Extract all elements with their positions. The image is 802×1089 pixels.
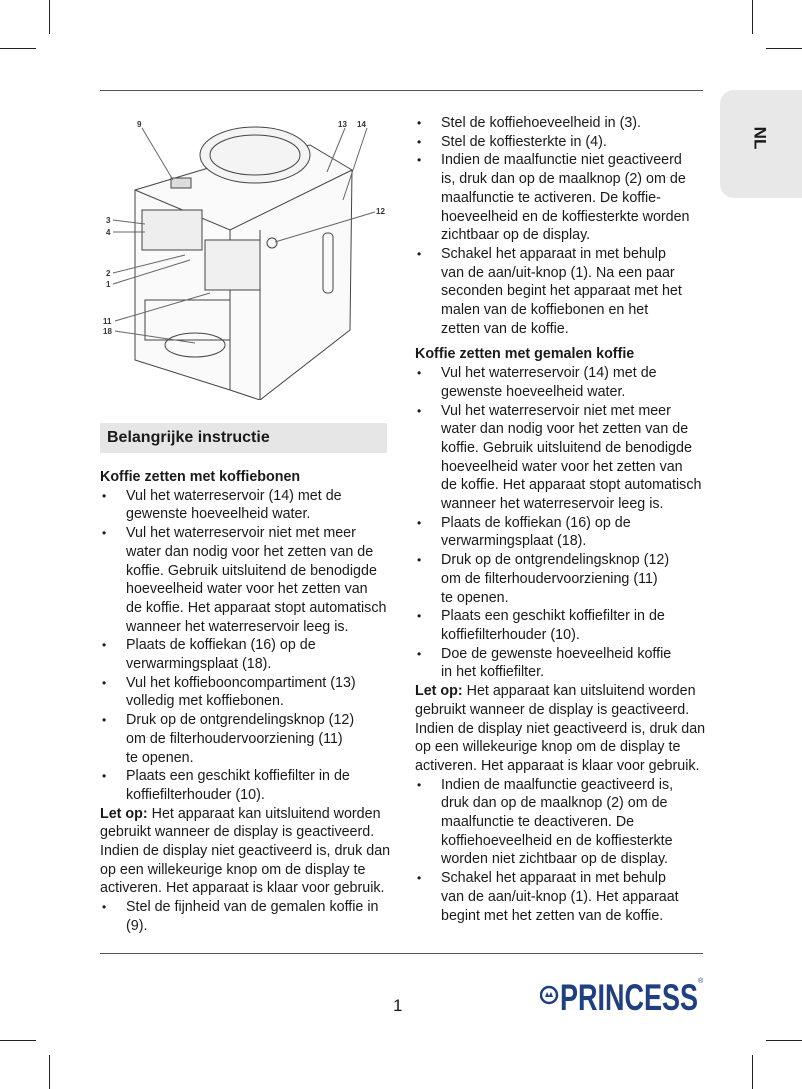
note [100, 805, 395, 899]
right-column [415, 114, 710, 925]
list-item: • Schakel het apparaat in met behulp van de aan/uit-knop (1). Na een paar seconden begint het apparaat met het malen van de koffiebonen en het zetten van de koffie. [415, 245, 710, 339]
list-item: • Vul het waterreservoir (14) met de gewenste hoeveelheid water. [100, 487, 395, 524]
label-14: 14 [357, 120, 366, 129]
list-item: • Vul het koffiebooncompartiment (13) volledig met koffiebonen. [100, 674, 395, 711]
list-item: • Schakel het apparaat in met behulp van de aan/uit-knop (1). Het apparaat begint met het zetten van de koffie. [415, 869, 710, 925]
list-item: • Stel de fijnheid van de gemalen koffie in (9). [100, 898, 395, 935]
label-4: 4 [106, 228, 111, 237]
heading-coffee-beans: Koffie zetten met koffiebonen [100, 469, 301, 485]
crop-mark [752, 0, 753, 34]
label-2: 2 [106, 269, 111, 278]
crop-mark [752, 1055, 753, 1089]
section-title-box [100, 423, 387, 453]
list-item: • Vul het waterreservoir (14) met de gewenste hoeveelheid water. [415, 364, 710, 401]
svg-text:®: ® [698, 978, 704, 985]
list-item: • Druk op de ontgrendelingsknop (12) om de filterhoudervoorziening (11) te openen. [415, 551, 710, 607]
page-number: 1 [393, 996, 403, 1015]
section-title: Belangrijke instructie [107, 429, 270, 446]
list-item: • Stel de koffiesterkte in (4). [415, 133, 710, 152]
label-1: 1 [106, 280, 111, 289]
language-label: NL [750, 126, 770, 150]
list-item: • Stel de koffiehoeveelheid in (3). [415, 114, 710, 133]
list-item: • Doe de gewenste hoeveelheid koffie in het koffiefilter. [415, 645, 710, 682]
princess-logo [540, 973, 705, 1020]
note-label: Let op: [100, 805, 148, 822]
crop-mark [0, 48, 36, 49]
list-item: • Indien de maalfunctie geactiveerd is, druk dan op de maalknop (2) om de maalfunctie te deactiveren. De koffiehoeveelheid en de koffiesterkte worden niet zichtbaar op de display. [415, 776, 710, 870]
note-text: Het apparaat kan uitsluitend worden gebruikt wanneer de display is geactiveerd. Indien de display niet geactiveerd is, druk dan op een willekeurige knop om de display te activeren. Het apparaat is klaar voor gebruik. [415, 683, 706, 774]
list-item: • Vul het waterreservoir niet met meer water dan nodig voor het zetten van de koffie. Gebruik uitsluitend de benodigde hoeveelheid water voor het zetten van de koffie. Het apparaat stopt automatisch wanneer het waterreservoir leeg is. [100, 524, 395, 636]
heading-ground-coffee: Koffie zetten met gemalen koffie [415, 346, 635, 363]
top-rule [100, 90, 703, 91]
crop-mark [0, 1040, 36, 1041]
crop-mark [49, 0, 50, 34]
crown-icon [541, 987, 557, 1003]
note-label: Let op: [415, 683, 463, 700]
coffee-machine-illustration [95, 100, 395, 400]
bottom-rule [100, 953, 703, 954]
note-text: Het apparaat kan uitsluitend worden gebruikt wanneer de display is geactiveerd. Indien de display niet geactiveerd is, druk dan op een willekeurige knop om de display te activeren. Het apparaat is klaar voor gebruik. [100, 805, 391, 897]
note [415, 682, 710, 776]
crop-mark [766, 48, 802, 49]
label-18: 18 [103, 327, 112, 336]
list-item: • Vul het waterreservoir niet met meer water dan nodig voor het zetten van de koffie. Gebruik uitsluitend de benodigde hoeveelheid water voor het zetten van de koffie. Het apparaat stopt automatisch wanneer het waterreservoir leeg is. [415, 402, 710, 514]
label-12: 12 [376, 207, 385, 216]
crop-mark [49, 1055, 50, 1089]
logo-text: PRINCESS [560, 977, 698, 1015]
crop-mark [766, 1040, 802, 1041]
left-column [100, 468, 395, 936]
label-9: 9 [137, 120, 142, 129]
list-item: • Druk op de ontgrendelingsknop (12) om de filterhoudervoorziening (11) te openen. [100, 711, 395, 767]
label-3: 3 [106, 216, 111, 225]
list-item: • Indien de maalfunctie niet geactiveerd is, druk dan op de maalknop (2) om de maalfunctie te activeren. De koffie- hoeveelheid en de koffiesterkte worden zichtbaar op de display. [415, 151, 710, 245]
list-item: • Plaats de koffiekan (16) op de verwarmingsplaat (18). [100, 636, 395, 673]
label-13: 13 [338, 120, 347, 129]
list-item: • Plaats een geschikt koffiefilter in de koffiefilterhouder (10). [100, 767, 395, 804]
language-tab [720, 90, 802, 198]
label-11: 11 [103, 317, 112, 326]
list-item: • Plaats een geschikt koffiefilter in de koffiefilterhouder (10). [415, 607, 710, 644]
list-item: • Plaats de koffiekan (16) op de verwarmingsplaat (18). [415, 514, 710, 551]
